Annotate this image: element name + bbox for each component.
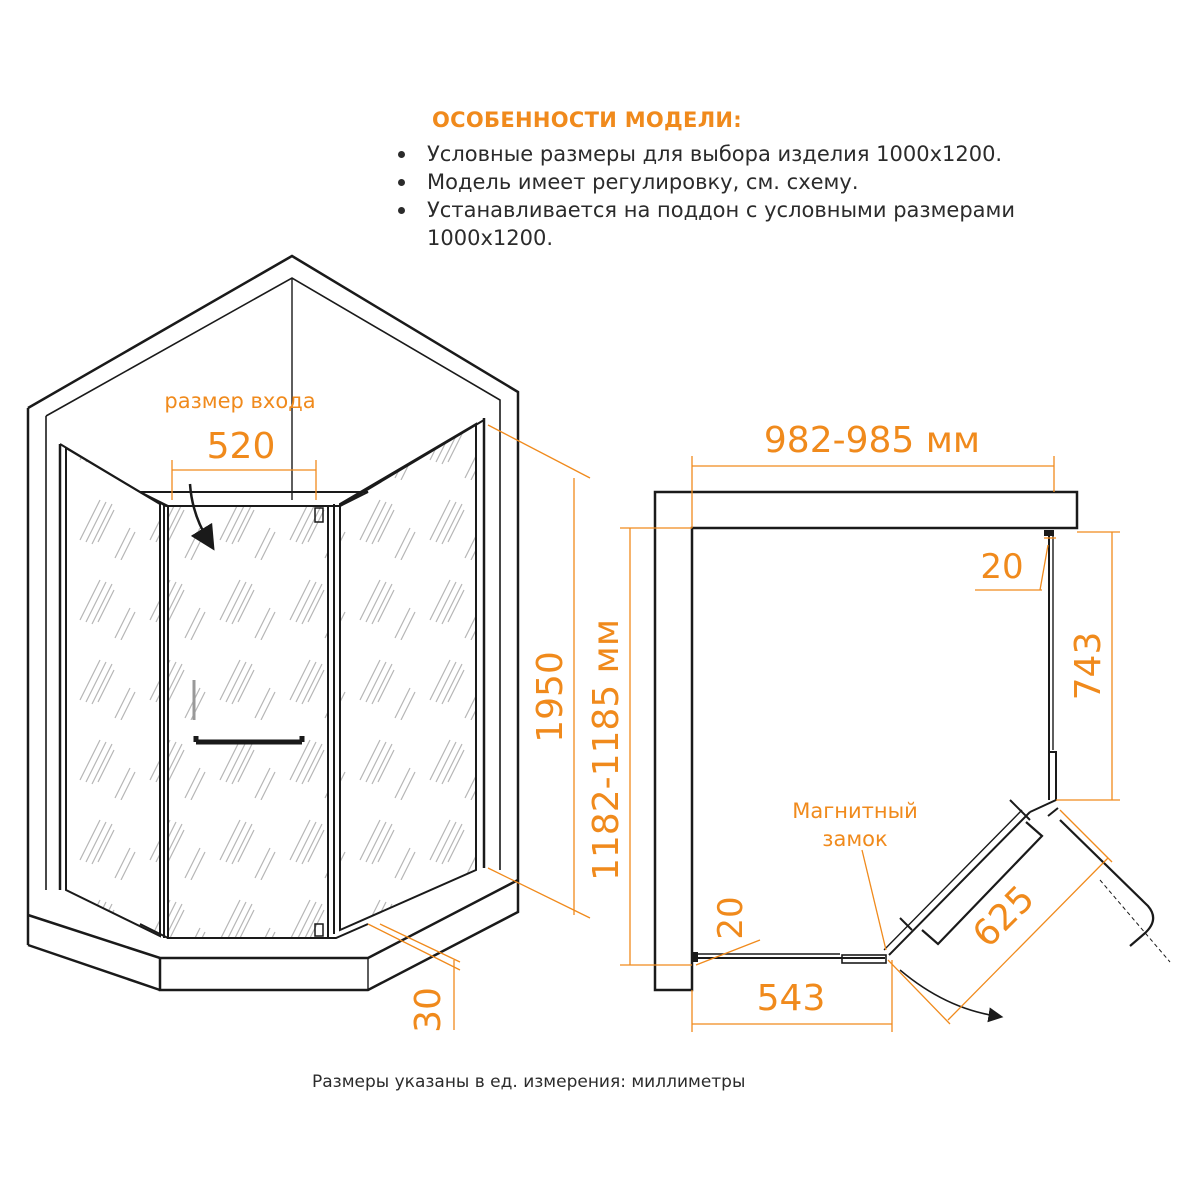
plan-view <box>586 420 1170 1032</box>
door-glass-panel <box>168 506 328 938</box>
top-bar-door <box>140 492 368 506</box>
wall-profile-top <box>1044 530 1054 536</box>
outer-handle-mount <box>1048 808 1058 816</box>
feature-item: Устанавливается на поддон с условными размерами 1000x1200. <box>395 196 1115 252</box>
side-corner-post <box>1030 752 1056 812</box>
front-panel-value: 543 <box>756 978 826 1019</box>
tray-height-value: 30 <box>408 987 449 1033</box>
magnet-lock-label-2: замок <box>822 827 888 851</box>
magnet-lock-label-1: Магнитный <box>792 799 918 823</box>
door-width-value: 625 <box>965 878 1043 956</box>
wall-offset-bottom-value: 20 <box>711 896 751 940</box>
outer-handle[interactable] <box>1060 820 1153 946</box>
entrance-width-value: 520 <box>206 426 276 467</box>
entrance-size-label: размер входа <box>164 389 316 413</box>
total-depth-value: 1182-1185 мм <box>586 619 627 881</box>
dim-lines-plan <box>620 456 1120 1032</box>
wall-offset-top-value: 20 <box>980 547 1024 587</box>
features-title: ОСОБЕННОСТИ МОДЕЛИ: <box>432 108 743 132</box>
total-width-value: 982-985 мм <box>763 420 981 461</box>
side-panel-value: 743 <box>1068 631 1109 701</box>
cabin-3d-view <box>28 256 590 1033</box>
units-note: Размеры указаны в ед. измерения: миллиметры <box>312 1072 746 1092</box>
height-value: 1950 <box>530 651 571 743</box>
door-swing-arrow-icon <box>900 970 996 1016</box>
left-glass-panel <box>66 448 160 936</box>
wall-profile-bottom <box>692 952 698 962</box>
feature-item: Условные размеры для выбора изделия 1000x1200. <box>395 140 1115 168</box>
right-glass-panel <box>340 424 476 930</box>
feature-item: Модель имеет регулировку, см. схему. <box>395 168 1115 196</box>
